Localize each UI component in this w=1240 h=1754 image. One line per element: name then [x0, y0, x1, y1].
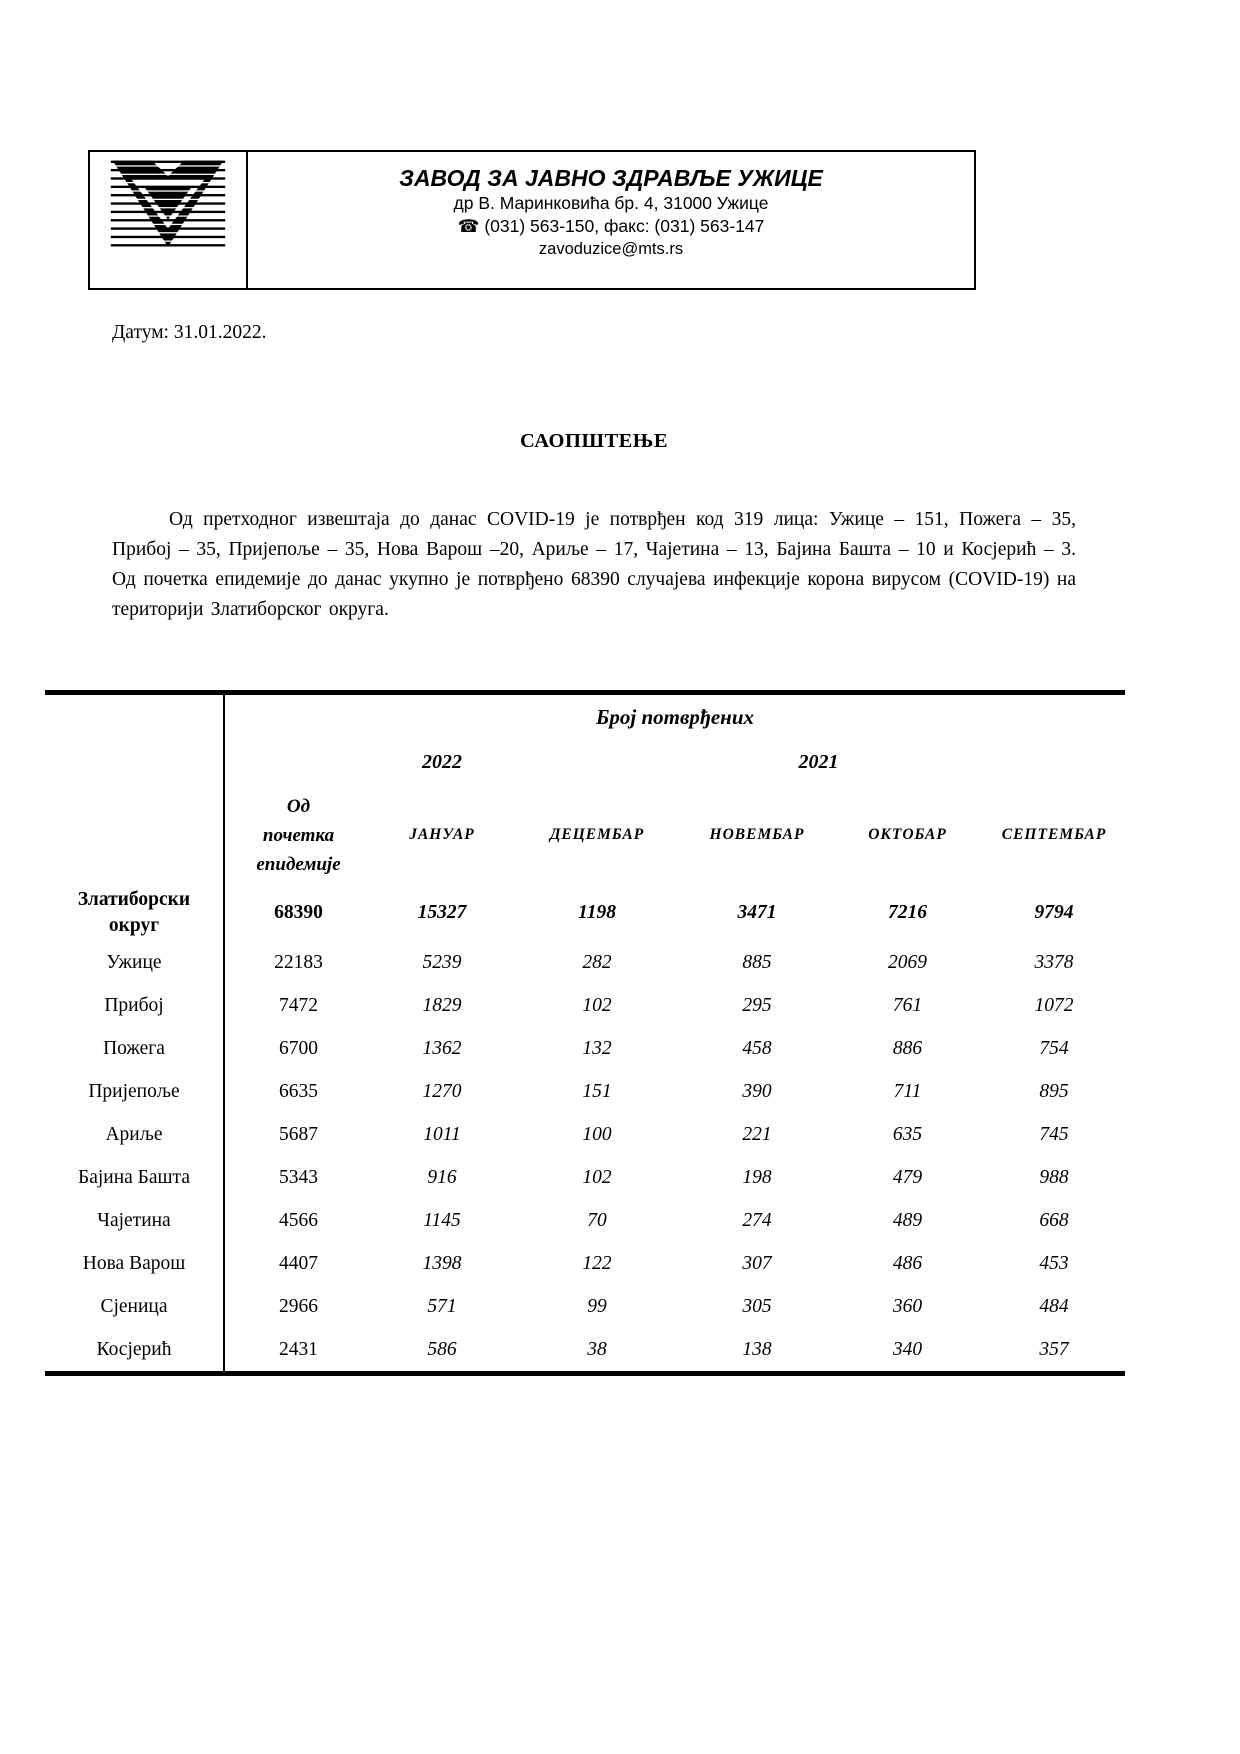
- cell-october: 360: [892, 1295, 923, 1317]
- table-row-prijepolje: [45, 1070, 1125, 1113]
- years-blank-cell: [224, 740, 372, 785]
- cell-september: 1072: [1034, 994, 1074, 1016]
- cell-november: 138: [742, 1338, 772, 1360]
- date-line: Датум: 31.01.2022.: [112, 322, 267, 343]
- page-title: САОПШТЕЊЕ: [519, 430, 669, 452]
- col-header-january: ЈАНУАР: [409, 826, 475, 843]
- col-header-since-start: Од почетка епидемије: [256, 795, 341, 875]
- cell-november: 305: [742, 1295, 772, 1317]
- cell-total: 6700: [279, 1037, 318, 1059]
- table-row-cajetina: [45, 1199, 1125, 1242]
- org-name: ЗАВОД ЗА ЈАВНО ЗДРАВЉЕ УЖИЦЕ: [399, 165, 823, 191]
- cell-october: 340: [892, 1338, 923, 1360]
- covid-cases-table: [45, 690, 1125, 1376]
- cell-october: 635: [892, 1123, 923, 1145]
- cell-total: 6635: [279, 1080, 318, 1102]
- org-address: др В. Маринковића бр. 4, 31000 Ужице: [453, 193, 769, 213]
- cell-september: 988: [1039, 1166, 1069, 1188]
- cell-january: 15327: [417, 902, 467, 923]
- cell-september: 357: [1039, 1338, 1069, 1360]
- cell-september: 3378: [1034, 951, 1074, 973]
- cell-december: 102: [582, 994, 612, 1016]
- cell-december: 1198: [578, 902, 616, 923]
- letterhead-box: [88, 150, 976, 290]
- cell-december: 70: [587, 1209, 607, 1231]
- cell-total: 22183: [274, 951, 323, 973]
- cell-total: 2966: [279, 1295, 318, 1317]
- row-label: Сјеница: [45, 1285, 224, 1328]
- org-email: zavoduzice@mts.rs: [538, 240, 684, 258]
- cell-january: 1398: [422, 1252, 462, 1274]
- logo-cell: [90, 152, 248, 288]
- table-row-uzice: [45, 941, 1125, 984]
- cell-october: 886: [892, 1037, 923, 1059]
- row-label: Ариље: [45, 1113, 224, 1156]
- cell-december: 282: [582, 951, 612, 973]
- span-header: Број потврђених: [596, 705, 755, 729]
- col-header-november: НОВЕМБАР: [709, 826, 805, 843]
- cell-december: 122: [582, 1252, 612, 1274]
- cell-september: 9794: [1034, 902, 1074, 923]
- row-label: Златиборски округ: [45, 885, 224, 941]
- row-label: Косјерић: [45, 1328, 224, 1374]
- cell-october: 711: [893, 1080, 922, 1102]
- cell-december: 151: [582, 1080, 612, 1102]
- table-row-nova-varos: [45, 1242, 1125, 1285]
- cell-october: 761: [892, 994, 923, 1016]
- cell-total: 68390: [274, 902, 323, 923]
- row-label: Бајина Башта: [45, 1156, 224, 1199]
- letterhead-text: [248, 152, 974, 288]
- row-label: Нова Варош: [45, 1242, 224, 1285]
- cell-november: 458: [742, 1037, 772, 1059]
- cell-november: 885: [742, 951, 772, 973]
- cell-november: 198: [742, 1166, 772, 1188]
- cell-november: 3471: [737, 902, 777, 923]
- cell-september: 484: [1039, 1295, 1069, 1317]
- cell-october: 2069: [888, 951, 927, 973]
- col-header-september: СЕПТЕМБАР: [1001, 826, 1107, 843]
- cell-december: 132: [582, 1037, 612, 1059]
- row-label: Прибој: [45, 984, 224, 1027]
- row-label: Чајетина: [45, 1199, 224, 1242]
- cell-november: 295: [742, 994, 772, 1016]
- cell-january: 571: [427, 1295, 457, 1317]
- cell-total: 5343: [279, 1166, 318, 1188]
- cell-january: 1011: [423, 1123, 461, 1145]
- table-row-pozega: [45, 1027, 1125, 1070]
- cell-total: 4407: [279, 1252, 318, 1274]
- cell-january: 1270: [422, 1080, 462, 1102]
- cell-september: 895: [1039, 1080, 1069, 1102]
- col-header-december: ДЕЦЕМБАР: [549, 826, 645, 843]
- cell-november: 221: [742, 1123, 772, 1145]
- cell-november: 274: [742, 1209, 772, 1231]
- cell-december: 99: [587, 1295, 607, 1317]
- cell-january: 1362: [422, 1037, 462, 1059]
- row-label: Пожега: [45, 1027, 224, 1070]
- cell-january: 5239: [422, 951, 462, 973]
- cell-january: 916: [427, 1166, 457, 1188]
- table-row-zlatiborski-okrug: [45, 885, 1125, 941]
- year-2022: 2022: [422, 751, 462, 773]
- phone-icon: ☎: [457, 216, 480, 236]
- cell-november: 390: [742, 1080, 772, 1102]
- cell-total: 4566: [279, 1209, 318, 1231]
- cell-september: 453: [1039, 1252, 1069, 1274]
- table-row-sjenica: [45, 1285, 1125, 1328]
- table-corner-cell: [45, 693, 224, 886]
- cell-december: 102: [582, 1166, 612, 1188]
- cell-december: 38: [587, 1338, 607, 1360]
- institute-logo-icon: [109, 159, 227, 253]
- cell-october: 486: [892, 1252, 923, 1274]
- cell-january: 1829: [422, 994, 462, 1016]
- cell-total: 5687: [279, 1123, 318, 1145]
- cell-october: 7216: [888, 902, 927, 923]
- table-span-header-row: [45, 693, 1125, 741]
- cell-october: 489: [892, 1209, 923, 1231]
- cell-november: 307: [742, 1252, 772, 1274]
- cell-total: 2431: [279, 1338, 318, 1360]
- org-phone-numbers: (031) 563-150, факс: (031) 563-147: [484, 216, 765, 236]
- row-label: Пријепоље: [45, 1070, 224, 1113]
- org-phone-line: [248, 215, 974, 238]
- cell-september: 754: [1039, 1037, 1069, 1059]
- cell-january: 586: [427, 1338, 457, 1360]
- cell-total: 7472: [279, 994, 318, 1016]
- table-row-bajina-basta: [45, 1156, 1125, 1199]
- cell-december: 100: [582, 1123, 612, 1145]
- row-label: Ужице: [45, 941, 224, 984]
- body-paragraph: Од претходног извештаја до данас COVID-19 је потврђен код 319 лица: Ужице – 151, Пожега – 35, Прибој – 35, Пријепоље – 35, Нова Варош –20, Ариље – 17, Чајетина – 13, Бајина Башта – 10 и Косјерић – 3. Од почетка епидемије до данас укупно је потврђено 68390 случајева инфекције корона вирусом (COVID-19) на територији Златиборског округа.: [112, 509, 1076, 620]
- cell-january: 1145: [423, 1209, 461, 1231]
- cell-october: 479: [892, 1166, 923, 1188]
- col-header-october: ОКТОБАР: [868, 826, 947, 843]
- cell-september: 668: [1039, 1209, 1069, 1231]
- table-row-priboj: [45, 984, 1125, 1027]
- table-row-kosjeric: [45, 1328, 1125, 1374]
- cell-september: 745: [1039, 1123, 1069, 1145]
- table-row-arilje: [45, 1113, 1125, 1156]
- year-2021: 2021: [798, 751, 839, 773]
